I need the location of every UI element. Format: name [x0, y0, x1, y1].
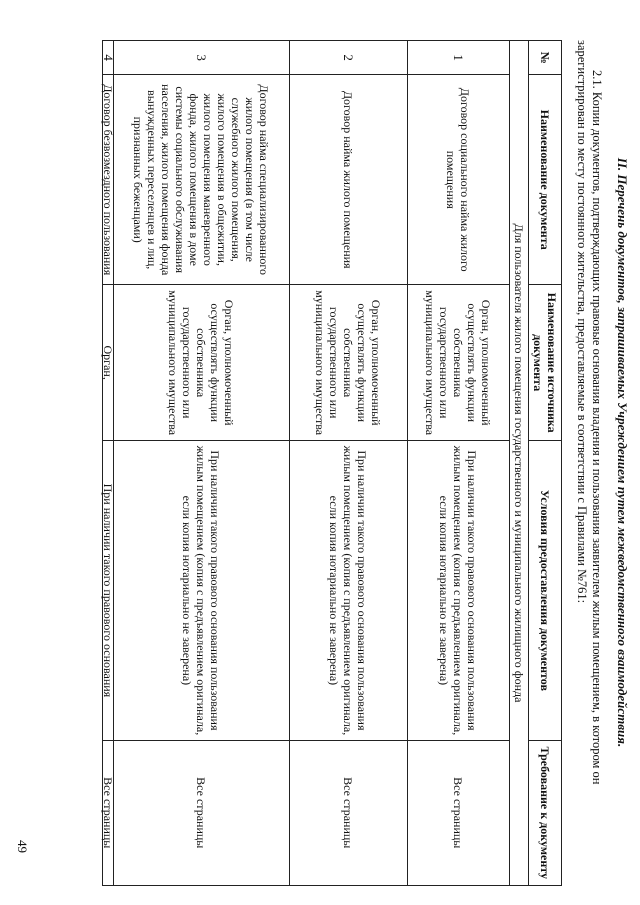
- intro-paragraph: 2.1. Копии документов, подтверждающих правовые основания владения и пользования заявителем жилым помещением, в котором он зарегистрирован по месту постоянного жительства, предоставляемые в соответствии с Правилами №761:: [575, 40, 604, 785]
- section-label: Для пользователя жилого помещения государственного и муниципального жилищного фонда: [510, 41, 529, 886]
- header-source: Наименование источника документа: [529, 285, 562, 441]
- row-name: Договор безвозмездного пользования: [103, 75, 114, 285]
- header-requirement: Требование к документу: [529, 740, 562, 885]
- row-num: 1: [408, 41, 510, 75]
- row-source: Орган, уполномоченный осуществлять функции собственника государственного или муниципального имущества: [114, 285, 290, 441]
- header-name: Наименование документа: [529, 75, 562, 285]
- row-conditions: При наличии такого правового основания: [103, 441, 114, 740]
- table-row: [114, 41, 290, 886]
- row-source: Орган, уполномоченный осуществлять функции собственника государственного или муниципального имущества: [290, 285, 408, 441]
- row-source: Орган, уполномоченный осуществлять функции собственника государственного или муниципального имущества: [408, 285, 510, 441]
- row-requirement: Все страницы: [103, 740, 114, 885]
- row-source: Орган,: [103, 285, 114, 441]
- table-row: [103, 41, 114, 886]
- table-header-row: [529, 41, 562, 886]
- row-requirement: Все страницы: [290, 740, 408, 885]
- row-name: Договор найма жилого помещения: [290, 75, 408, 285]
- documents-table: [102, 40, 562, 886]
- table-section-row: [510, 41, 529, 886]
- header-num: №: [529, 41, 562, 75]
- page-number: 49: [15, 840, 30, 853]
- row-requirement: Все страницы: [408, 740, 510, 885]
- header-conditions: Условия предоставления документов: [529, 441, 562, 740]
- row-requirement: Все страницы: [114, 740, 290, 885]
- row-num: 2: [290, 41, 408, 75]
- section-heading: II. Перечень документов, запрашиваемых Учреждением путем межведомственного взаимодействия.: [615, 157, 630, 748]
- row-conditions: При наличии такого правового основания пользования жилым помещением (копия с предъявлением оригинала, если копия нотариально не заверена): [408, 441, 510, 740]
- table-row: [408, 41, 510, 886]
- row-conditions: При наличии такого правового основания пользования жилым помещением (копия с предъявлением оригинала, если копия нотариально не заверена): [114, 441, 290, 740]
- row-conditions: При наличии такого правового основания пользования жилым помещением (копия с предъявлением оригинала, если копия нотариально не заверена): [290, 441, 408, 740]
- row-name: Договор найма специализированного жилого помещения (в том числе служебного жилого помещения, жилого помещения в общежитии, жилого помещения маневренного фонда, жилого помещения в доме системы социального обслуживания населения, жилого помещения фонда вынужденных переселенцев и лиц, признанных беженцами): [114, 75, 290, 285]
- row-name: Договор социального найма жилого помещения: [408, 75, 510, 285]
- row-num: 3: [114, 41, 290, 75]
- table-row: [290, 41, 408, 886]
- row-num: 4: [103, 41, 114, 75]
